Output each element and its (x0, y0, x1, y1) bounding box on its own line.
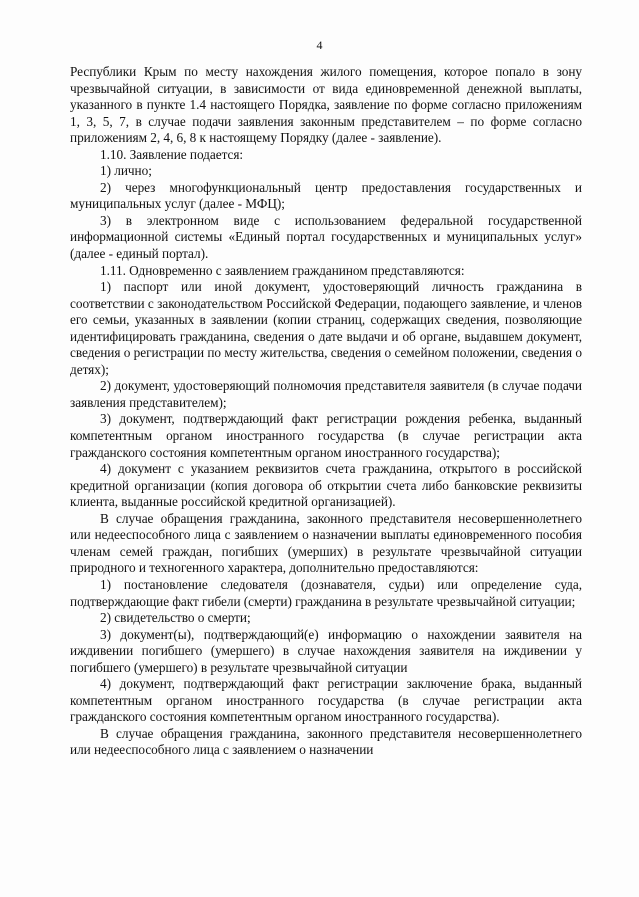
paragraph-1-10-heading: 1.10. Заявление подается: (100, 146, 244, 162)
paragraph-1-11-heading: 1.11. Одновременно с заявлением гражданином представляются: (100, 262, 465, 278)
page-number: 4 (316, 38, 323, 52)
list-item: 2) свидетельство о смерти; (100, 610, 251, 626)
list-item: 4) документ с указанием реквизитов счета гражданина, открытого в российской кредитной организации (копия договора об открытии счета либо банковские реквизиты клиента, выданные российской кредитной организацией). (70, 461, 582, 510)
list-item: 1) постановление следователя (дознавателя, судьи) или определение суда, подтверждающие факт гибели (смерти) гражданина в результате чрезвычайной ситуации; (70, 576, 582, 609)
paragraph-continuation: Республики Крым по месту нахождения жилого помещения, которое попало в зону чрезвычайной ситуации, в зависимости от вида единовременной денежной выплаты, указанного в пункте 1.4 настоящего Порядка, заявление по форме согласно приложениям 1, 3, 5, 7, в случае подачи заявления законным представителем – по форме согласно приложениям 2, 4, 6, 8 к настоящему Порядку (далее - заявление). (70, 64, 582, 146)
paragraph: В случае обращения гражданина, законного представителя несовершеннолетнего или недееспособного лица с заявлением о назначении выплаты единовременного пособия членам семей граждан, погибших (умерших) в результате чрезвычайной ситуации природного и техногенного характера, дополнительно предоставляются: (70, 510, 582, 576)
paragraph: В случае обращения гражданина, законного представителя несовершеннолетнего или недееспособного лица с заявлением о назначении (70, 725, 582, 758)
list-item: 2) через многофункциональный центр предоставления государственных и муниципальных услуг (далее - МФЦ); (70, 179, 582, 212)
list-item: 1) лично; (100, 163, 152, 179)
list-item: 3) документ(ы), подтверждающий(е) информацию о нахождении заявителя на иждивении погибшего (умершего) в случае нахождения заявителя на иждивении у погибшего (умершего) в результате чрезвычайной ситуации (70, 626, 582, 675)
list-item: 2) документ, удостоверяющий полномочия представителя заявителя (в случае подачи заявления представителем); (70, 378, 582, 410)
document-body (70, 64, 582, 759)
list-item: 4) документ, подтверждающий факт регистрации заключение брака, выданный компетентным органом иностранного государства (в случае регистрации акта гражданского состояния компетентным органом иностранного государства). (70, 676, 582, 725)
list-item: 3) в электронном виде с использованием федеральной государственной информационной системы «Единый портал государственных и муниципальных услуг» (далее - единый портал). (70, 212, 582, 262)
list-item: 3) документ, подтверждающий факт регистрации рождения ребенка, выданный компетентным органом иностранного государства (в случае регистрации акта гражданского состояния компетентным органом иностранного государства); (70, 411, 582, 460)
list-item: 1) паспорт или иной документ, удостоверяющий личность гражданина в соответствии с законодательством Российской Федерации, подающего заявление, и членов его семьи, указанных в заявлении (копии страниц, содержащих сведения, позволяющие идентифицировать гражданина, сведения о дате выдачи и об органе, выдавшем документ, сведения о регистрации по месту жительства, сведения о семейном положении, сведения о детях); (70, 279, 582, 377)
